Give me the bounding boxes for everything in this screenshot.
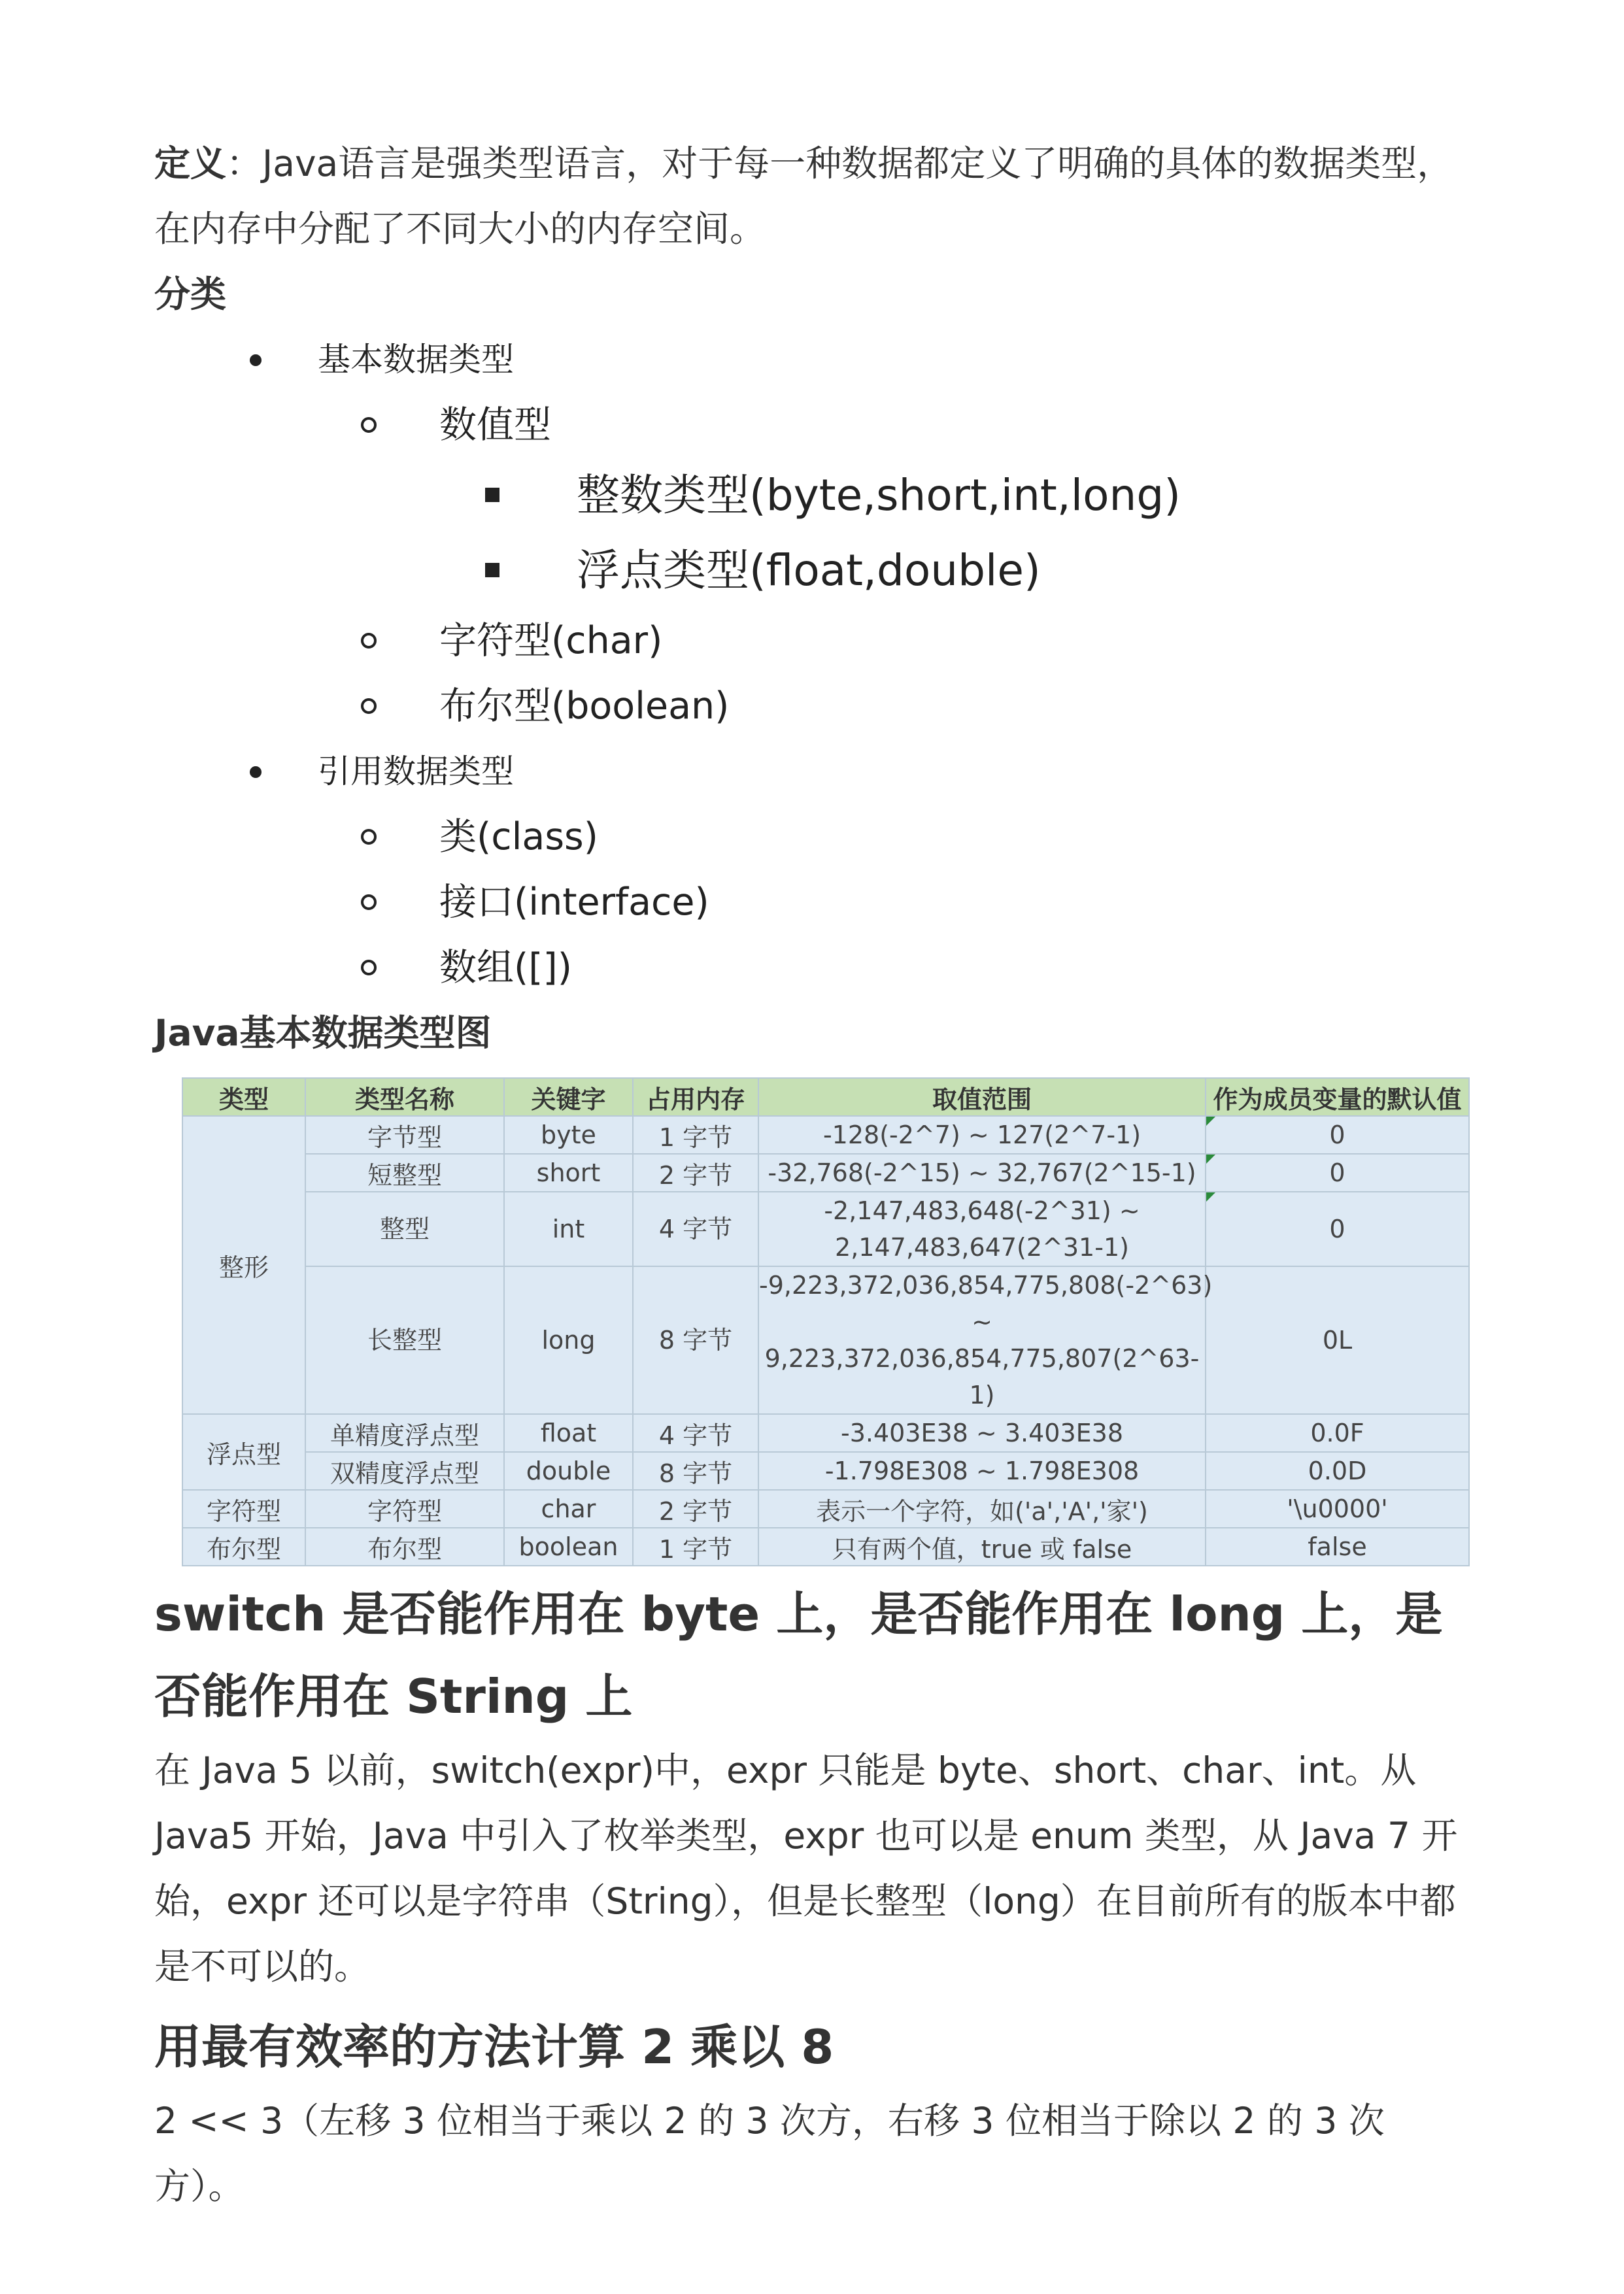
table-cell: '\u0000' xyxy=(1206,1490,1469,1528)
table-cell: 1 字节 xyxy=(633,1528,758,1566)
list-item-array: 数组([]) xyxy=(154,935,1468,1000)
group-cell-char: 字符型 xyxy=(182,1490,305,1528)
table-cell: 短整型 xyxy=(305,1154,504,1192)
data-types-table-image xyxy=(182,1077,1468,1566)
table-cell: 0 xyxy=(1206,1192,1469,1266)
table-cell: 0.0F xyxy=(1206,1414,1469,1452)
range-line: -2,147,483,648(-2^31) ~ xyxy=(824,1196,1140,1225)
header-cell-default: 作为成员变量的默认值 xyxy=(1206,1078,1469,1116)
table-cell: 2 字节 xyxy=(633,1490,758,1528)
header-cell-range: 取值范围 xyxy=(758,1078,1206,1116)
table-cell: 布尔型 xyxy=(305,1528,504,1566)
table-header-row xyxy=(182,1078,1469,1116)
header-cell-type-name: 类型名称 xyxy=(305,1078,504,1116)
table-cell: byte xyxy=(504,1116,633,1154)
type-classification-list xyxy=(154,327,1468,1000)
table-cell: -32,768(-2^15) ~ 32,767(2^15-1) xyxy=(758,1154,1206,1192)
switch-body: 在 Java 5 以前，switch(expr)中，expr 只能是 byte、short、char、int。从 Java5 开始，Java 中引入了枚举类型，expr 也可以是 enum 类型，从 Java 7 开始，expr 还可以是字符串（String），但是长整型（long）在目前所有的版本中都是不可以的。 xyxy=(154,1749,1458,1987)
data-types-table xyxy=(182,1077,1470,1566)
table-cell: boolean xyxy=(504,1528,633,1566)
table-row xyxy=(182,1452,1469,1490)
group-cell-float: 浮点型 xyxy=(182,1414,305,1490)
document-page xyxy=(154,131,1468,2219)
table-cell: float xyxy=(504,1414,633,1452)
table-cell: 单精度浮点型 xyxy=(305,1414,504,1452)
range-line: -9,223,372,036,854,775,808(-2^63) ~ xyxy=(759,1271,1213,1336)
table-cell: 只有两个值，true 或 false xyxy=(758,1528,1206,1566)
table-cell: double xyxy=(504,1452,633,1490)
table-cell: 0 xyxy=(1206,1116,1469,1154)
list-item-primitive: 基本数据类型 xyxy=(154,327,1468,392)
table-cell: char xyxy=(504,1490,633,1528)
header-cell-keyword: 关键字 xyxy=(504,1078,633,1116)
table-cell: 整型 xyxy=(305,1192,504,1266)
table-cell: 双精度浮点型 xyxy=(305,1452,504,1490)
table-row xyxy=(182,1116,1469,1154)
table-cell: 1 字节 xyxy=(633,1116,758,1154)
table-cell: 8 字节 xyxy=(633,1266,758,1414)
list-item-reference: 引用数据类型 xyxy=(154,739,1468,804)
table-row xyxy=(182,1528,1469,1566)
table-cell: 字节型 xyxy=(305,1116,504,1154)
table-cell: 4 字节 xyxy=(633,1414,758,1452)
calc-heading: 用最有效率的方法计算 2 乘以 8 xyxy=(154,2019,834,2074)
table-row xyxy=(182,1192,1469,1266)
table-cell: false xyxy=(1206,1528,1469,1566)
range-line: 2,147,483,647(2^31-1) xyxy=(835,1233,1129,1262)
classification-heading: 分类 xyxy=(154,273,227,315)
table-row xyxy=(182,1154,1469,1192)
table-cell: int xyxy=(504,1192,633,1266)
switch-heading: switch 是否能作用在 byte 上，是否能作用在 long 上，是否能作用在 String 上 xyxy=(154,1587,1443,1724)
table-cell: -3.403E38 ~ 3.403E38 xyxy=(758,1414,1206,1452)
definition-paragraph xyxy=(154,131,1468,261)
table-row xyxy=(182,1414,1469,1452)
table-cell-range-long xyxy=(758,1266,1213,1414)
list-item-class: 类(class) xyxy=(154,804,1468,869)
definition-label: 定义 xyxy=(154,143,227,184)
definition-text: ：Java语言是强类型语言，对于每一种数据都定义了明确的具体的数据类型，在内存中分配了不同大小的内存空间。 xyxy=(154,143,1453,250)
table-cell: -1.798E308 ~ 1.798E308 xyxy=(758,1452,1206,1490)
list-item-float: 浮点类型(float,double) xyxy=(154,533,1468,608)
table-cell: -128(-2^7) ~ 127(2^7-1) xyxy=(758,1116,1206,1154)
group-cell-boolean: 布尔型 xyxy=(182,1528,305,1566)
table-cell: 2 字节 xyxy=(633,1154,758,1192)
table-cell: 4 字节 xyxy=(633,1192,758,1266)
table-cell: short xyxy=(504,1154,633,1192)
table-cell: 0L xyxy=(1206,1266,1469,1414)
calc-body: 2 << 3（左移 3 位相当于乘以 2 的 3 次方，右移 3 位相当于除以 2 的 3 次方）。 xyxy=(154,2100,1385,2207)
list-item-boolean: 布尔型(boolean) xyxy=(154,673,1468,739)
header-cell-memory: 占用内存 xyxy=(633,1078,758,1116)
table-cell: 长整型 xyxy=(305,1266,504,1414)
table-cell: 表示一个字符，如('a','A','家') xyxy=(758,1490,1206,1528)
table-heading: Java基本数据类型图 xyxy=(154,1012,492,1054)
table-cell: 字符型 xyxy=(305,1490,504,1528)
table-row xyxy=(182,1266,1469,1414)
list-item-integer: 整数类型(byte,short,int,long) xyxy=(154,458,1468,533)
table-cell-range-int xyxy=(758,1192,1206,1266)
table-cell: 8 字节 xyxy=(633,1452,758,1490)
list-item-numeric: 数值型 xyxy=(154,392,1468,458)
table-cell: long xyxy=(504,1266,633,1414)
table-cell: 0.0D xyxy=(1206,1452,1469,1490)
range-line: 9,223,372,036,854,775,807(2^63-1) xyxy=(764,1344,1200,1409)
list-item-char: 字符型(char) xyxy=(154,608,1468,673)
list-item-interface: 接口(interface) xyxy=(154,869,1468,935)
table-cell: 0 xyxy=(1206,1154,1469,1192)
group-cell-integer: 整形 xyxy=(182,1116,305,1414)
table-row xyxy=(182,1490,1469,1528)
header-cell-type: 类型 xyxy=(182,1078,305,1116)
